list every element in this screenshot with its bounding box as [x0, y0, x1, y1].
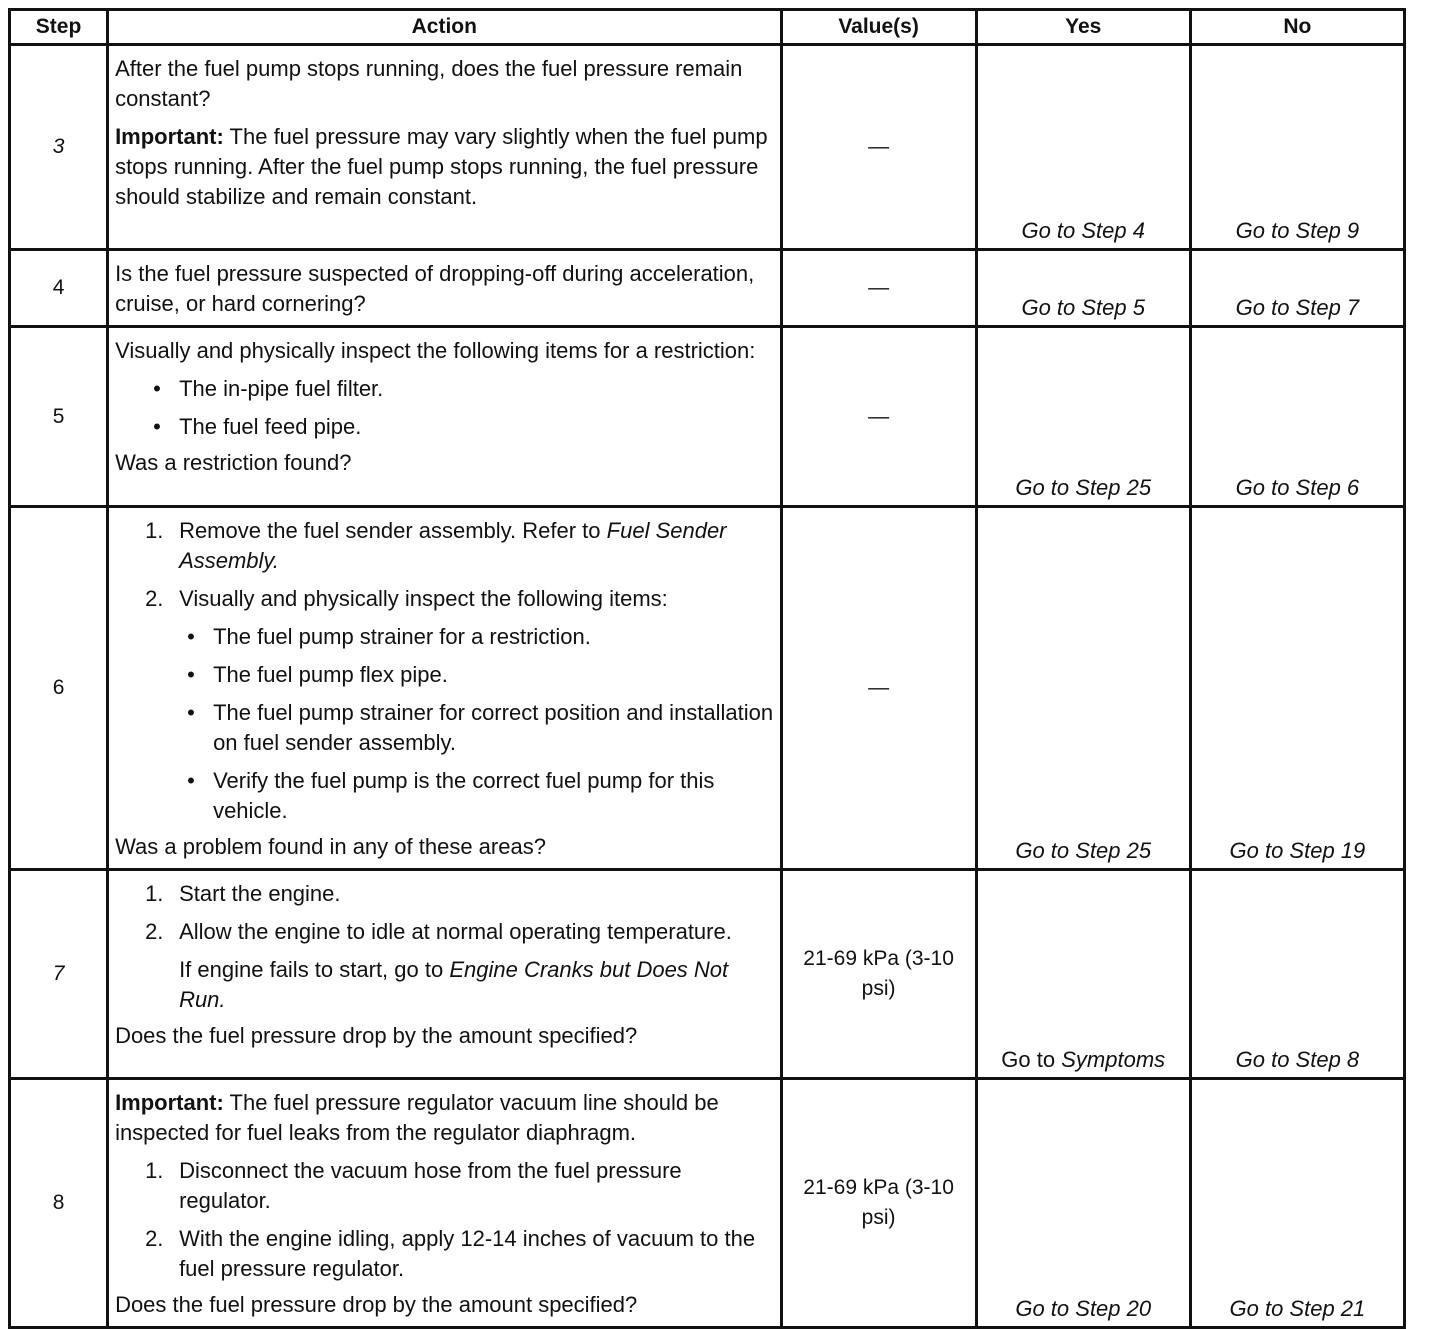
header-yes: Yes — [976, 10, 1190, 45]
diagnostic-table — [8, 8, 1406, 1329]
value-cell: 21-69 kPa (3-10 psi) — [781, 870, 976, 1079]
no-cell — [1190, 507, 1404, 870]
table-row-step-4 — [10, 250, 1405, 327]
no-link[interactable]: Go to Step 9 — [1235, 218, 1360, 243]
item-number: 2. — [145, 919, 164, 944]
yes-link[interactable]: Go to Step 20 — [1015, 1296, 1152, 1321]
action-intro: Visually and physically inspect the following items for a restriction: — [115, 338, 756, 363]
item-text: Allow the engine to idle at normal operating temperature. — [179, 919, 732, 944]
yes-link[interactable]: Go to Step 25 — [1015, 838, 1152, 863]
header-step: Step — [10, 10, 108, 45]
yes-cell — [976, 870, 1190, 1079]
yes-cell — [976, 507, 1190, 870]
step-number: 3 — [10, 45, 108, 250]
yes-link[interactable]: Symptoms — [1061, 1047, 1166, 1072]
header-no: No — [1190, 10, 1404, 45]
cross-reference[interactable]: Fuel Sender Assembly. — [179, 518, 727, 573]
no-cell — [1190, 870, 1404, 1079]
item-text: Start the engine. — [179, 881, 341, 906]
yes-cell — [976, 45, 1190, 250]
note-text: If engine fails to start, go to — [179, 957, 444, 982]
item-number: 1. — [145, 518, 164, 543]
important-text: The fuel pressure regulator vacuum line should be inspected for fuel leaks from the regulator diaphragm. — [115, 1090, 719, 1145]
numbered-item — [115, 917, 773, 947]
numbered-item — [115, 879, 773, 909]
yes-prefix: Go to — [1001, 1047, 1056, 1072]
important-label: Important: — [115, 1090, 224, 1115]
action-cell — [108, 870, 781, 1079]
bullet-item: • The fuel pump strainer for correct position and installation on fuel sender assembly. — [115, 698, 773, 758]
action-question: Was a restriction found? — [115, 450, 352, 475]
step-number: 5 — [10, 327, 108, 507]
value-cell: 21-69 kPa (3-10 psi) — [781, 1079, 976, 1328]
header-values: Value(s) — [781, 10, 976, 45]
table-row-step-6 — [10, 507, 1405, 870]
bullet-item: • The in-pipe fuel filter. — [115, 374, 773, 404]
action-cell — [108, 327, 781, 507]
step-number: 8 — [10, 1079, 108, 1328]
action-question: Does the fuel pressure drop by the amount specified? — [115, 1023, 638, 1048]
action-cell — [108, 1079, 781, 1328]
value-cell: — — [781, 45, 976, 250]
value-cell: — — [781, 327, 976, 507]
action-question: Was a problem found in any of these areas? — [115, 834, 546, 859]
item-number: 1. — [145, 881, 164, 906]
numbered-item — [115, 516, 773, 576]
action-question: Is the fuel pressure suspected of dropping-off during acceleration, cruise, or hard cornering? — [115, 261, 755, 316]
table-row-step-8 — [10, 1079, 1405, 1328]
bullet-item: • The fuel pump flex pipe. — [115, 660, 773, 690]
bullet-item: • The fuel feed pipe. — [115, 412, 773, 442]
table-row-step-3 — [10, 45, 1405, 250]
step-number: 6 — [10, 507, 108, 870]
numbered-item — [115, 1224, 773, 1284]
value-cell: — — [781, 507, 976, 870]
step-number: 4 — [10, 250, 108, 327]
item-number: 2. — [145, 1226, 164, 1251]
no-cell — [1190, 327, 1404, 507]
cross-reference[interactable]: Engine Cranks but Does Not Run. — [179, 957, 729, 1012]
no-cell — [1190, 45, 1404, 250]
yes-link[interactable]: Go to Step 25 — [1015, 475, 1152, 500]
header-row — [10, 10, 1405, 45]
item-text: Visually and physically inspect the following items: — [179, 586, 668, 611]
yes-link[interactable]: Go to Step 5 — [1021, 295, 1145, 320]
item-text: With the engine idling, apply 12-14 inches of vacuum to the fuel pressure regulator. — [179, 1226, 756, 1281]
numbered-item — [115, 1156, 773, 1216]
item-text: Remove the fuel sender assembly. Refer to — [179, 518, 601, 543]
header-action: Action — [108, 10, 781, 45]
bullet-item: • The fuel pump strainer for a restriction. — [115, 622, 773, 652]
table-row-step-7 — [10, 870, 1405, 1079]
action-cell — [108, 507, 781, 870]
yes-link[interactable]: Go to Step 4 — [1021, 218, 1145, 243]
numbered-item — [115, 584, 773, 614]
no-link[interactable]: Go to Step 8 — [1235, 1047, 1360, 1072]
note — [115, 955, 773, 1015]
no-link[interactable]: Go to Step 21 — [1229, 1296, 1366, 1321]
step-number: 7 — [10, 870, 108, 1079]
value-cell: — — [781, 250, 976, 327]
yes-cell — [976, 1079, 1190, 1328]
item-number: 1. — [145, 1158, 164, 1183]
action-cell — [108, 250, 781, 327]
no-link[interactable]: Go to Step 7 — [1235, 295, 1360, 320]
yes-cell — [976, 327, 1190, 507]
action-question: After the fuel pump stops running, does the fuel pressure remain constant? — [115, 56, 743, 111]
item-text: Disconnect the vacuum hose from the fuel pressure regulator. — [179, 1158, 682, 1213]
table-row-step-5 — [10, 327, 1405, 507]
bullet-item: • Verify the fuel pump is the correct fuel pump for this vehicle. — [115, 766, 773, 826]
no-cell — [1190, 1079, 1404, 1328]
yes-cell — [976, 250, 1190, 327]
no-link[interactable]: Go to Step 19 — [1229, 838, 1366, 863]
item-number: 2. — [145, 586, 164, 611]
no-cell — [1190, 250, 1404, 327]
action-cell — [108, 45, 781, 250]
important-label: Important: — [115, 124, 224, 149]
no-link[interactable]: Go to Step 6 — [1235, 475, 1360, 500]
important-text: The fuel pressure may vary slightly when the fuel pump stops running. After the fuel pump stops running, the fuel pressure should stabilize and remain constant. — [115, 124, 768, 209]
action-question: Does the fuel pressure drop by the amount specified? — [115, 1292, 638, 1317]
